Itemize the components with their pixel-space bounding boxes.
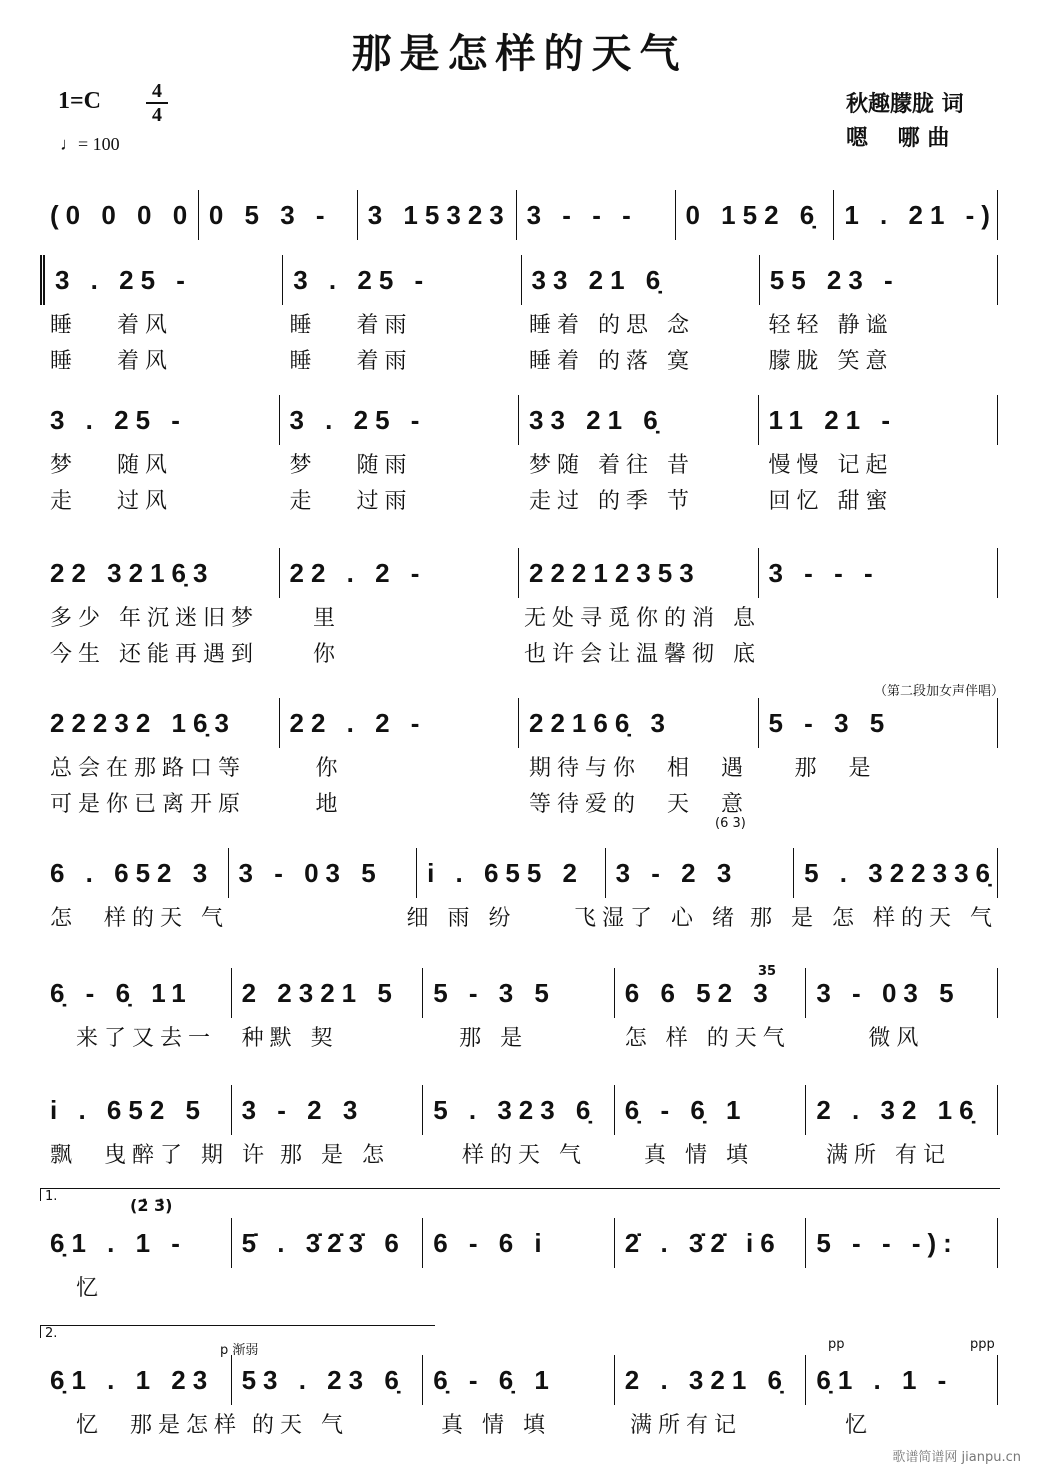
lyricist: 秋趣朦胧 词 — [846, 92, 964, 117]
measure: i . 652 5 — [40, 1085, 232, 1135]
dynamic-marking: ppp — [970, 1337, 995, 1352]
notes-row — [40, 968, 998, 1018]
measure: 3 . 25 - — [283, 255, 521, 305]
lyric-segment: 回忆 甜蜜 — [768, 488, 894, 514]
lyric-segment: 你 — [287, 641, 341, 667]
lyric-segment: 睡着 的落 寞 — [529, 348, 695, 374]
lyric-segment: 种默 契 — [241, 1025, 339, 1051]
lyric-segment: 睡 着雨 — [289, 348, 413, 374]
measure: 3 . 25 - — [280, 395, 520, 445]
lyric-segment: 满所有记 — [629, 1412, 742, 1438]
lyric-segment: 忆 那是怎样 — [50, 1412, 242, 1438]
measure: 6̣1 . 1 - — [40, 1218, 232, 1268]
lyric-segment: 期待与你 相 遇 — [529, 755, 749, 781]
lyric-segment: 那 是 — [433, 1025, 529, 1051]
measure: 0 5 3 - — [199, 190, 358, 240]
staff-system — [40, 395, 998, 517]
notes-row — [40, 548, 998, 598]
lyric-segment: 地 — [289, 791, 344, 817]
lyric-segment: 等待爱的 天 意 — [529, 791, 749, 817]
lyric-segment: 那 是 — [768, 755, 877, 781]
lyrics-line — [40, 481, 998, 517]
measure: 5̇ . 3̇2̇3̇ 6 — [232, 1218, 424, 1268]
volta-bracket: 2. — [40, 1325, 435, 1338]
lyric-segment: 也许会让温馨彻 底 — [524, 641, 761, 667]
lyric-segment: 多少 年沉迷旧梦 — [50, 605, 259, 631]
staff-system — [40, 548, 998, 670]
measure: 3 . 25 - — [40, 395, 280, 445]
alt-notes: (2̇ 3̇) — [130, 1196, 173, 1215]
measure: 5 . 323 6̣ — [423, 1085, 615, 1135]
measure: i . 655 2 — [417, 848, 606, 898]
lyric-segment: 细 雨 纷 — [406, 905, 517, 931]
lyrics-line — [40, 784, 998, 820]
measure: 3 - - - — [517, 190, 676, 240]
lyric-segment: 样的天 气 — [461, 1142, 587, 1168]
lyric-segment: 里 — [287, 605, 341, 631]
lyric-segment: 那 是 怎 样的天 气 — [750, 905, 998, 931]
lyric-segment: 睡着 的思 念 — [529, 312, 695, 338]
lyrics-line — [40, 1405, 998, 1441]
lyric-segment: 怎 样的天 气 — [50, 905, 229, 931]
lyrics-line — [40, 305, 998, 341]
lyric-segment: 睡 着风 — [50, 312, 173, 338]
lyric-segment: 怎 样 的天气 — [624, 1025, 791, 1051]
lyric-segment: 走过 的季 节 — [529, 488, 695, 514]
measure: 33 21 6̣ — [519, 395, 759, 445]
measure: 6̣ - 6̣ 1 — [423, 1355, 615, 1405]
measure: 22 3216̣3 — [40, 548, 280, 598]
measure: 6 6 52 3 — [615, 968, 807, 1018]
measure: 3 - 2 3 — [232, 1085, 424, 1135]
measure: 53 . 23 6̣ — [232, 1355, 424, 1405]
notes-row — [40, 848, 998, 898]
measure: 2̇ . 3̇2̇ i6 — [615, 1218, 807, 1268]
lyric-segment: 真 情 填 — [643, 1142, 754, 1168]
staff-system — [40, 1326, 998, 1441]
lyrics-line — [40, 634, 998, 670]
song-title: 那是怎样的天气 — [351, 30, 688, 77]
measure: 6̣1 . 1 23 — [40, 1355, 232, 1405]
notes-row — [40, 395, 998, 445]
measure: 6̣1 . 1 - — [806, 1355, 998, 1405]
lyric-segment: 无处寻觅你的消 息 — [524, 605, 761, 631]
measure: 3 15323 — [358, 190, 517, 240]
lyrics-line — [40, 445, 998, 481]
credits — [846, 88, 964, 156]
staff-system — [40, 190, 998, 240]
measure: 3 - - - — [759, 548, 999, 598]
measure: 6̣ - 6̣ 11 — [40, 968, 232, 1018]
lyric-segment: 睡 着雨 — [289, 312, 413, 338]
lyrics-line — [40, 1018, 998, 1054]
measure: 1 . 21 -) — [834, 190, 998, 240]
time-signature — [146, 80, 168, 126]
annotation: （第二段加女声伴唱） — [873, 684, 1004, 699]
staff-system — [40, 255, 998, 377]
time-bottom: 4 — [152, 104, 162, 126]
lyric-segment: 忆 — [50, 1275, 104, 1301]
lyrics-line — [40, 341, 998, 377]
measure: 3 - 2 3 — [606, 848, 795, 898]
measure: 0 152 6̣ — [676, 190, 835, 240]
dynamic-marking: p 渐弱 — [220, 1343, 259, 1358]
lyric-segment: 那 是 怎 — [279, 1142, 390, 1168]
staff-system — [40, 1189, 998, 1304]
volta-bracket: 1. — [40, 1188, 1000, 1201]
staff-system — [40, 684, 1004, 831]
measure: 6 - 6 i — [423, 1218, 615, 1268]
measure: 22 . 2 - — [280, 548, 520, 598]
lyric-segment: 来了又去一 — [50, 1025, 216, 1051]
lyrics-line — [40, 1268, 998, 1304]
watermark: 歌谱简谱网 jianpu.cn — [892, 1450, 1021, 1465]
measure: 2 . 321 6̣ — [615, 1355, 807, 1405]
lyric-segment: 微风 — [816, 1025, 925, 1051]
tempo-marking: ♩= 100 — [60, 134, 120, 154]
lyric-segment: 忆 — [818, 1412, 873, 1438]
notes-row — [40, 698, 998, 748]
lyric-segment: 你 — [289, 755, 344, 781]
measure: 5 - 3 5 — [759, 698, 999, 748]
measure: 22232 16̣3 — [40, 698, 280, 748]
lyric-segment: 走 过雨 — [289, 488, 413, 514]
measure: 22212353 — [519, 548, 759, 598]
measure: 55 23 - — [760, 255, 998, 305]
key-signature: 1=C — [58, 88, 102, 114]
lyric-segment: 今生 还能再遇到 — [50, 641, 259, 667]
notes-row — [40, 190, 998, 240]
lyrics-line — [40, 1135, 998, 1171]
staff-system — [40, 1085, 998, 1171]
measure: 2 2321 5 — [232, 968, 424, 1018]
lyrics-line — [40, 598, 998, 634]
notes-row — [40, 1355, 998, 1405]
measure: 3 - 03 5 — [229, 848, 418, 898]
lyric-segment: 的天 气 — [251, 1412, 349, 1438]
time-top: 4 — [152, 80, 162, 102]
lyric-segment: 可是你已离开原 — [50, 791, 247, 817]
lyric-segment: 朦胧 笑意 — [768, 348, 894, 374]
lyric-segment: 轻轻 静谧 — [768, 312, 894, 338]
measure: 5 - 3 5 — [423, 968, 615, 1018]
lyric-segment: 梦 随雨 — [289, 452, 413, 478]
measure: 6 . 652 3 — [40, 848, 229, 898]
measure: 5 - - -): — [806, 1218, 998, 1268]
staff-system — [40, 848, 998, 934]
alt-notes: (6 3) — [715, 816, 746, 831]
measure: 22166̣ 3 — [519, 698, 759, 748]
lyric-segment: 梦 随风 — [50, 452, 173, 478]
lyric-segment: 飘 曳醉了 期 许 — [50, 1142, 270, 1168]
lyric-segment: 飞湿了 心 绪 — [574, 905, 741, 931]
grace-notes: 35 — [758, 964, 777, 979]
measure: 3 - 03 5 — [806, 968, 998, 1018]
lyrics-line — [40, 898, 998, 934]
measure: 2 . 32 16̣ — [806, 1085, 998, 1135]
lyric-segment: 走 过风 — [50, 488, 173, 514]
measure: 3 . 25 - — [40, 255, 283, 305]
staff-system — [40, 964, 998, 1054]
dynamic-marking: pp — [828, 1337, 845, 1352]
lyric-segment: 睡 着风 — [50, 348, 173, 374]
notes-row — [40, 1085, 998, 1135]
lyrics-line — [40, 748, 998, 784]
notes-row — [40, 255, 998, 305]
lyric-segment: 梦随 着往 昔 — [529, 452, 695, 478]
composer: 嗯 哪 曲 — [846, 126, 950, 151]
measure: 6̣ - 6̣ 1 — [615, 1085, 807, 1135]
lyric-segment: 真 情 填 — [440, 1412, 551, 1438]
measure: 33 21 6̣ — [522, 255, 760, 305]
measure: 5 . 322336̣ — [794, 848, 998, 898]
notes-row — [40, 1218, 998, 1268]
measure: 22 . 2 - — [280, 698, 520, 748]
measure: (0 0 0 0 — [40, 190, 199, 240]
lyric-segment: 满所 有记 — [825, 1142, 951, 1168]
lyric-segment: 总会在那路口等 — [50, 755, 247, 781]
measure: 11 21 - — [759, 395, 999, 445]
lyric-segment: 慢慢 记起 — [768, 452, 894, 478]
